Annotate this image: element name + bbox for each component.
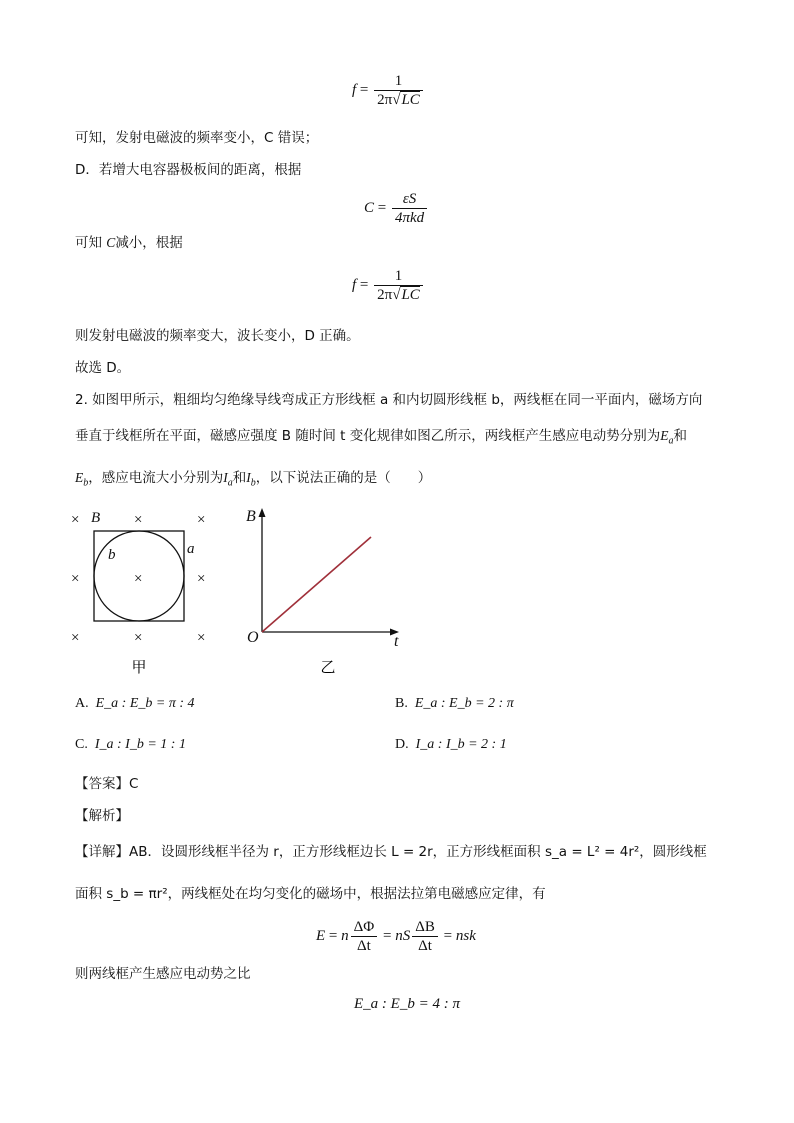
numerator: 1	[374, 267, 423, 286]
option-letter: A.	[75, 696, 89, 711]
paragraph-emf-ratio: 则两线框产生感应电动势之比	[75, 966, 251, 982]
cross-mark: ×	[134, 630, 143, 646]
option-a[interactable]	[75, 696, 195, 712]
option-text: E_a : E_b = 2 : π	[414, 696, 514, 711]
eq-lhs: f	[352, 81, 357, 98]
answer-value: C	[129, 776, 139, 792]
label-b: b	[108, 547, 116, 563]
option-d[interactable]	[395, 737, 507, 753]
paragraph-c-decrease	[75, 233, 183, 253]
figure-jia	[60, 500, 230, 680]
option-letter: D.	[395, 737, 409, 752]
text: 可知	[75, 235, 107, 251]
symbol-e: E	[660, 428, 669, 443]
denominator: 2π√LC	[377, 287, 420, 303]
text: ，以下说法正确的是（ ）	[255, 470, 432, 486]
den-prefix: 2π	[377, 92, 393, 108]
axis-label-t: t	[394, 633, 399, 650]
numerator: ΔB	[412, 918, 438, 937]
text: 垂直于线框所在平面，磁感应强度 B 随时间 t 变化规律如图乙所示，两线框产生感应电动势分别为	[75, 428, 661, 444]
cross-mark: ×	[134, 512, 143, 528]
equation-faraday: E = n $\frac{\Delta\Phi}{\Delta t}$ = nS $\frac{\Delta B}{\Delta t}$ = nsk	[316, 919, 476, 954]
cross-mark: ×	[134, 571, 143, 587]
answer-line	[75, 774, 138, 794]
cross-mark: ×	[197, 512, 206, 528]
radicand: LC	[401, 287, 420, 303]
equation-capacitance: C = $\frac{\varepsilon S}{\text{4πkd}}$	[364, 190, 429, 227]
text: 和	[673, 428, 687, 444]
caption-yi: 乙	[320, 658, 336, 676]
fraction	[351, 918, 378, 955]
equation-emf-ratio: E_a : E_b = 4 : π	[354, 996, 460, 1012]
numerator: εS	[392, 190, 427, 209]
question-2-line-3	[75, 468, 431, 494]
denominator: 4πkd	[394, 210, 425, 226]
symbol-e: E	[75, 470, 84, 485]
answer-tag: 【答案】	[75, 776, 129, 792]
paragraph-choose-d: 故选 D。	[75, 360, 131, 376]
text: ，感应电流大小分别为	[88, 470, 224, 486]
option-letter: C.	[75, 737, 88, 752]
option-c[interactable]	[75, 737, 186, 753]
y-axis-arrow	[259, 508, 266, 517]
cross-mark: ×	[71, 512, 80, 528]
equation-frequency-2: f = $\frac{1}{2\pi√LC}$	[352, 267, 425, 304]
radicand: LC	[401, 92, 420, 108]
cross-mark: ×	[71, 571, 80, 587]
eq-ns: nS	[395, 927, 411, 944]
option-b[interactable]	[395, 696, 514, 712]
question-2-line-2	[75, 426, 687, 452]
option-text: I_a : I_b = 2 : 1	[415, 737, 507, 752]
var: C	[106, 235, 116, 250]
fraction	[374, 72, 423, 109]
subscript: b	[250, 477, 256, 489]
cross-mark: ×	[197, 571, 206, 587]
eq-rhs: nsk	[455, 927, 476, 944]
caption-jia: 甲	[131, 658, 147, 676]
eq-n: n	[341, 927, 349, 944]
denominator: Δt	[357, 938, 371, 954]
analysis-tag: 【解析】	[75, 808, 129, 824]
label-a: a	[187, 541, 195, 557]
denominator: Δt	[418, 938, 432, 954]
cross-mark: ×	[71, 630, 80, 646]
eq-lhs: E	[316, 927, 326, 944]
text: 和	[232, 470, 247, 486]
numerator: 1	[374, 72, 423, 91]
text: 减小，根据	[115, 235, 183, 251]
den-prefix: 2π	[377, 287, 393, 303]
paragraph-d-correct: 则发射电磁波的频率变大，波长变小，D 正确。	[75, 328, 360, 344]
equation-frequency-1: f = $\frac{1}{2\pi√LC}$	[352, 72, 425, 109]
paragraph-d-intro: D．若增大电容器极板间的距离，根据	[75, 162, 302, 178]
option-letter: B.	[395, 696, 408, 711]
question-2-line-1: 2. 如图甲所示，粗细均匀绝缘导线弯成正方形线框 a 和内切圆形线框 b，两线框在同一平面内，磁场方向	[75, 392, 703, 408]
option-text: I_a : I_b = 1 : 1	[94, 737, 186, 752]
fraction	[374, 267, 423, 304]
eq-lhs: C	[364, 199, 375, 216]
denominator: 2π√LC	[377, 92, 420, 108]
detail-text: AB．设圆形线框半径为 r，正方形线框边长 L = 2r，正方形线框面积 s_a = L² = 4r²，圆形线框	[129, 844, 707, 860]
paragraph-c-wrong: 可知，发射电磁波的频率变小，C 错误；	[75, 130, 319, 146]
subscript: a	[227, 477, 233, 489]
origin-label: O	[247, 629, 259, 646]
label-b-field: B	[91, 510, 101, 526]
axis-label-b: B	[246, 508, 256, 525]
fraction	[392, 190, 427, 227]
b-t-line	[262, 537, 371, 632]
fraction	[412, 918, 438, 955]
eq-lhs: f	[352, 276, 357, 293]
detail-line-1	[75, 842, 707, 862]
symbol-i: I	[223, 470, 228, 485]
detail-line-2: 面积 s_b = πr²，两线框处在均匀变化的磁场中，根据法拉第电磁感应定律，有	[75, 886, 546, 902]
option-text: E_a : E_b = π : 4	[95, 696, 195, 711]
subscript: a	[668, 435, 674, 447]
detail-tag: 【详解】	[75, 844, 129, 860]
numerator: ΔΦ	[351, 918, 378, 937]
symbol-i: I	[246, 470, 251, 485]
figure-yi	[240, 500, 410, 680]
subscript: b	[83, 477, 89, 489]
cross-mark: ×	[197, 630, 206, 646]
